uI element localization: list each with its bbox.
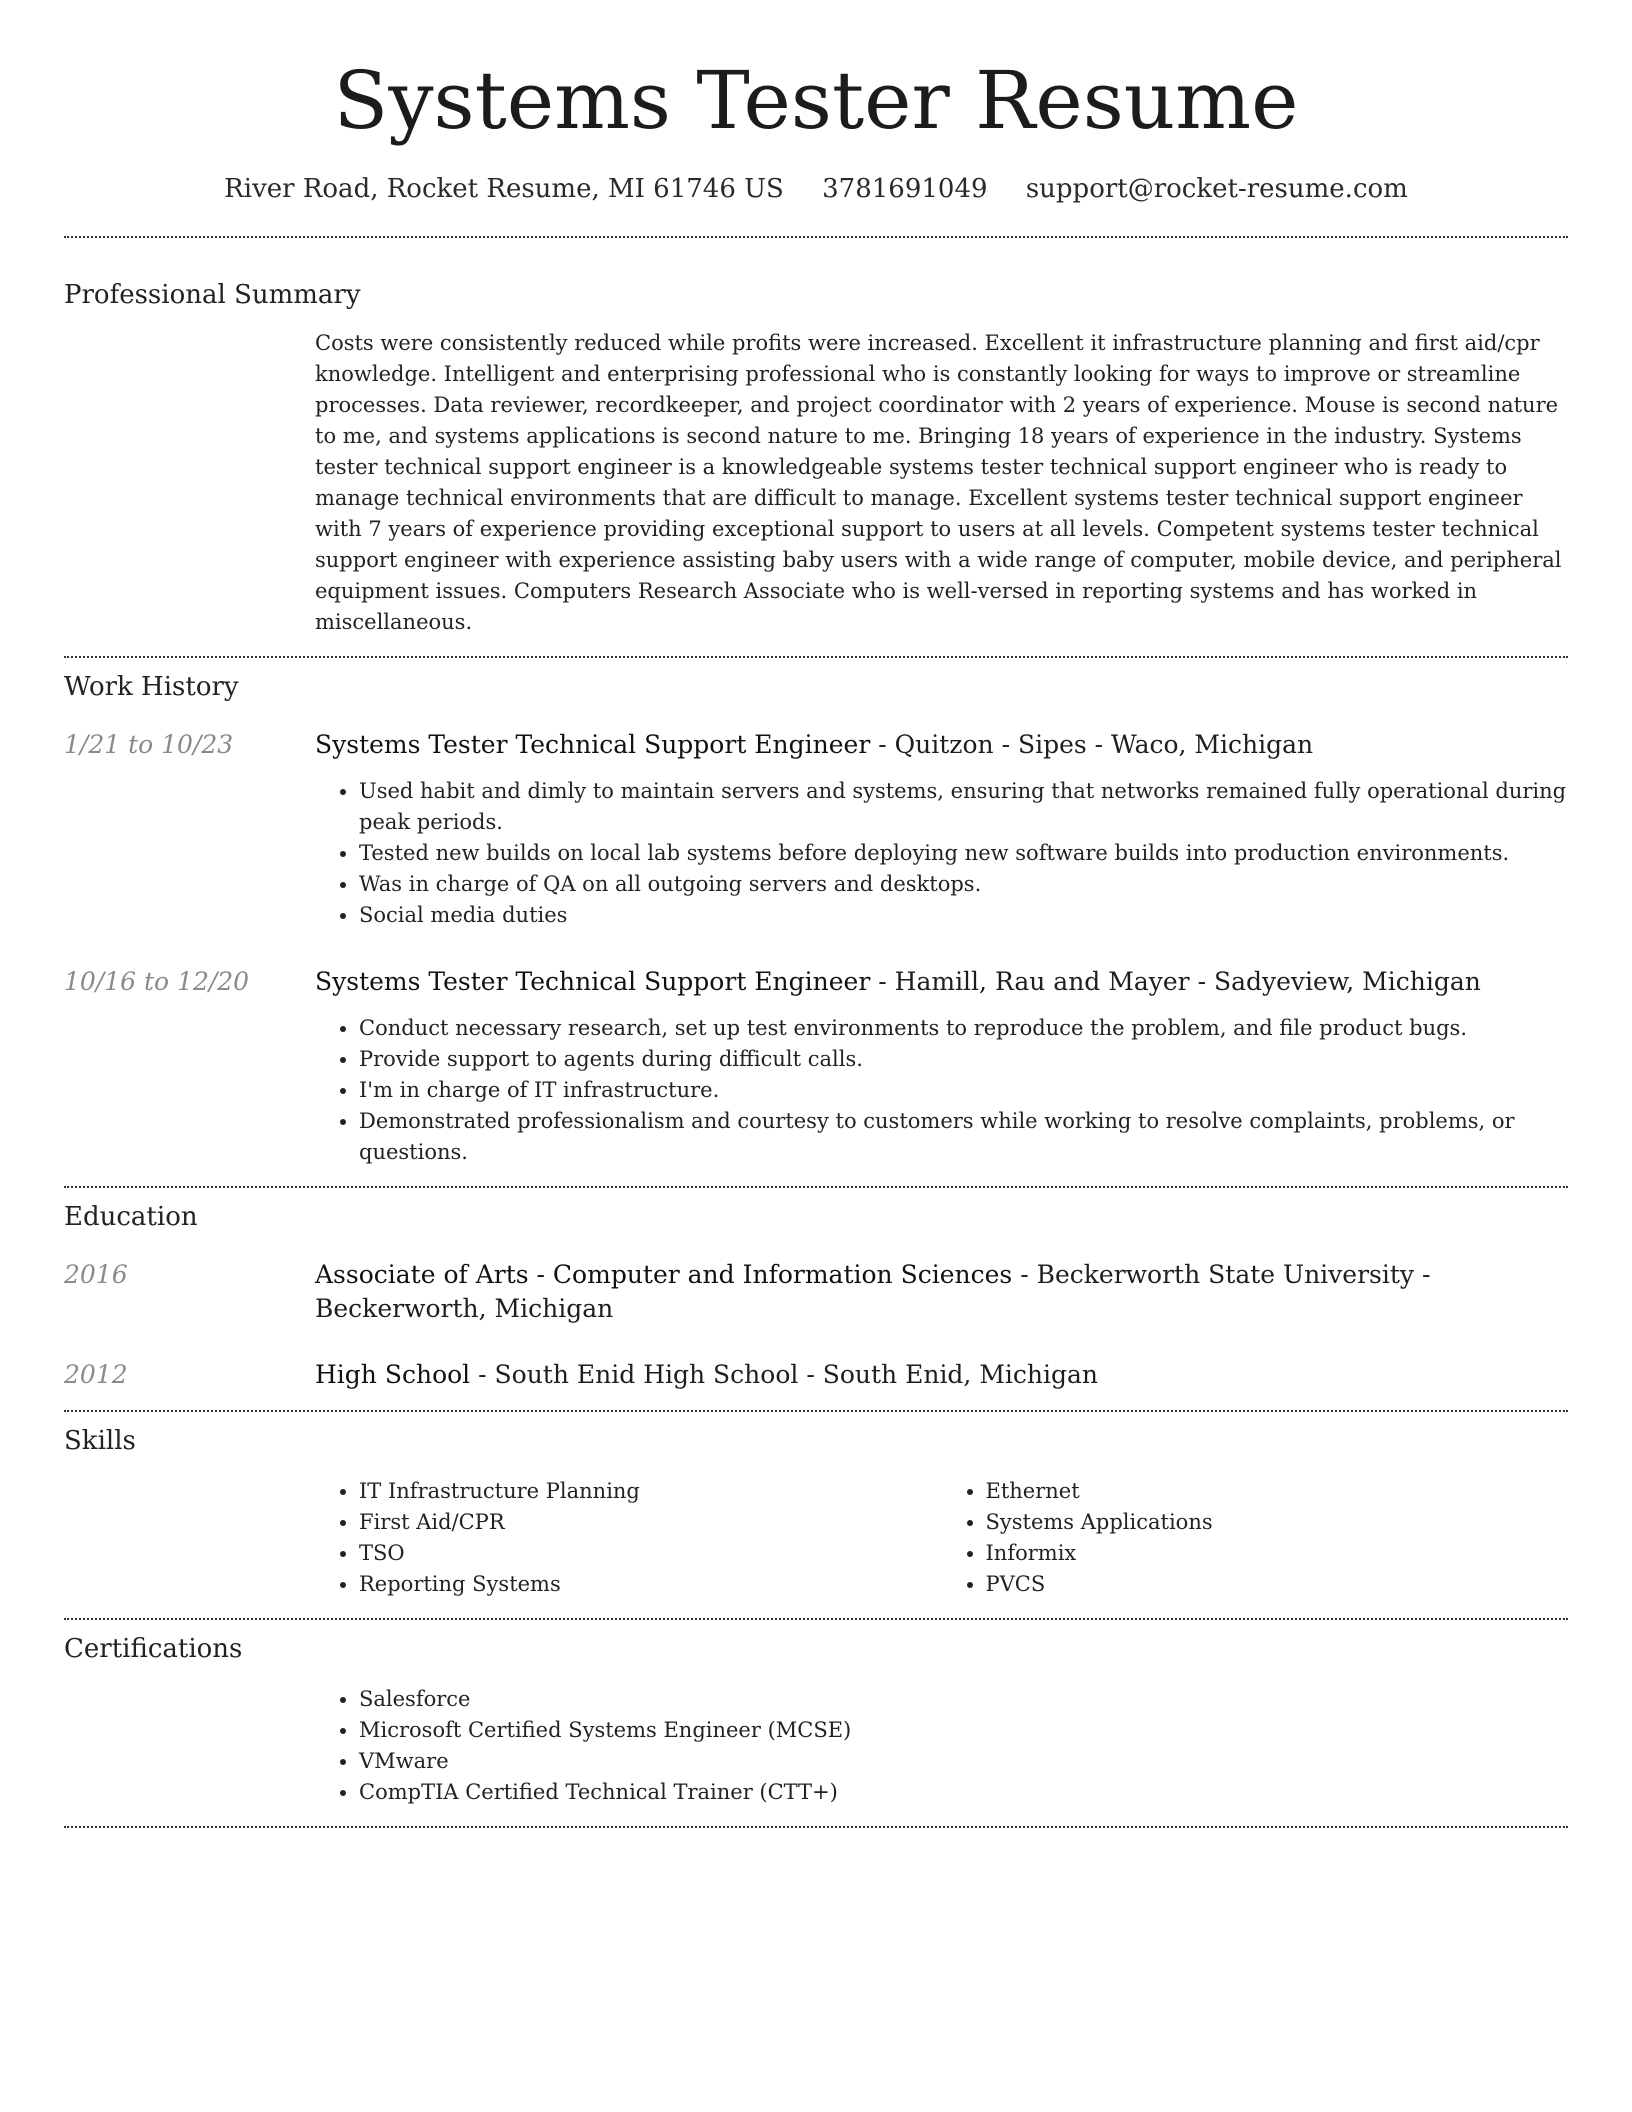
list-item: • Systems Applications (986, 1507, 1569, 1538)
job-position: Systems Tester Technical Support Engineer (315, 967, 871, 996)
section-divider (64, 1618, 1568, 1620)
list-item: • Informix (986, 1538, 1569, 1569)
summary-left-spacer (64, 328, 315, 638)
section-divider (64, 1826, 1568, 1828)
job-position: Systems Tester Technical Support Engineer (315, 730, 871, 759)
list-item: • Ethernet (986, 1476, 1569, 1507)
section-divider (64, 656, 1568, 658)
skills-column-2 (942, 1476, 1569, 1600)
list-item: • Salesforce (359, 1684, 1568, 1715)
job-heading (315, 965, 1568, 999)
resume-title: Systems Tester Resume (333, 54, 1299, 147)
job-bullets (315, 1013, 1568, 1168)
summary-text: Costs were consistently reduced while profits were increased. Excellent it infrastructure planning and first aid/cpr knowledge. Intelligent and enterprising professional who is constantly looking for ways to improve or streamline processes. Data reviewer, recordkeeper, and project coordinator with 2 years of experience. Mouse is second nature to me, and systems applications is second nature to me. Bringing 18 years of experience in the industry. Systems tester technical support engineer is a knowledgeable systems tester technical support engineer who is ready to manage technical environments that are difficult to manage. Excellent systems tester technical support engineer with 7 years of experience providing exceptional support to users at all levels. Competent systems tester technical support engineer with experience assisting baby users with a wide range of computer, mobile device, and peripheral equipment issues. Computers Research Associate who is well-versed in reporting systems and has worked in miscellaneous. (315, 331, 1562, 634)
education-entry (64, 1258, 1568, 1326)
list-item: • Used habit and dimly to maintain servers and systems, ensuring that networks remained fully operational during peak periods. (359, 776, 1568, 838)
contact-line (64, 172, 1568, 206)
education-entry (64, 1358, 1568, 1392)
list-item: • Demonstrated professionalism and courtesy to customers while working to resolve complaints, problems, or questions. (359, 1106, 1568, 1168)
job-employer-location: - Quitzon - Sipes - Waco, Michigan (870, 730, 1314, 759)
education-degree: Associate of Arts - Computer and Information Sciences (315, 1260, 1013, 1289)
certifications-section (64, 1632, 1568, 1808)
job-heading (315, 728, 1568, 762)
job-entry (64, 965, 1568, 1168)
list-item: • Tested new builds on local lab systems before deploying new software builds into production environments. (359, 838, 1568, 869)
section-divider (64, 1410, 1568, 1412)
skills-left-spacer (64, 1476, 315, 1600)
list-item: • Was in charge of QA on all outgoing servers and desktops. (359, 869, 1568, 900)
education-details (315, 1258, 1568, 1326)
summary-content (315, 328, 1568, 638)
education-section (64, 1200, 1568, 1392)
education-year: 2012 (64, 1360, 128, 1389)
education-school-location: - South Enid High School - South Enid, Michigan (470, 1360, 1099, 1389)
job-dates: 10/16 to 12/20 (64, 967, 250, 996)
list-item: • I'm in charge of IT infrastructure. (359, 1075, 1568, 1106)
section-title-summary: Professional Summary (64, 280, 361, 310)
education-year: 2016 (64, 1260, 128, 1289)
contact-phone: 3781691049 (822, 174, 988, 204)
job-details (315, 965, 1568, 1168)
certifications-left-spacer (64, 1684, 315, 1808)
section-title-work: Work History (64, 672, 239, 702)
list-item: • CompTIA Certified Technical Trainer (CTT+) (359, 1777, 1568, 1808)
education-school-location: - Beckerworth State University - Beckerworth, Michigan (315, 1260, 1431, 1323)
section-title-education: Education (64, 1202, 198, 1232)
list-item: • Microsoft Certified Systems Engineer (MCSE) (359, 1715, 1568, 1746)
summary-row (64, 328, 1568, 638)
education-degree: High School (315, 1360, 471, 1389)
section-title-skills: Skills (64, 1426, 136, 1456)
resume-header (64, 0, 1568, 206)
list-item: • Reporting Systems (359, 1569, 942, 1600)
list-item: • Provide support to agents during difficult calls. (359, 1044, 1568, 1075)
list-item: • VMware (359, 1746, 1568, 1777)
section-divider (64, 236, 1568, 238)
professional-summary-section (64, 278, 1568, 638)
skills-grid (315, 1476, 1568, 1600)
section-divider (64, 1186, 1568, 1188)
list-item: • TSO (359, 1538, 942, 1569)
section-title-certifications: Certifications (64, 1634, 243, 1664)
certifications-content (315, 1684, 1568, 1808)
list-item: • IT Infrastructure Planning (359, 1476, 942, 1507)
list-item: • First Aid/CPR (359, 1507, 942, 1538)
certifications-list (315, 1684, 1568, 1808)
list-item: • Conduct necessary research, set up test environments to reproduce the problem, and file product bugs. (359, 1013, 1568, 1044)
list-item: • Social media duties (359, 900, 1568, 931)
skills-row (64, 1476, 1568, 1600)
job-dates: 1/21 to 10/23 (64, 730, 234, 759)
skills-section (64, 1424, 1568, 1600)
job-entry (64, 728, 1568, 931)
job-employer-location: - Hamill, Rau and Mayer - Sadyeview, Michigan (870, 967, 1481, 996)
contact-address: River Road, Rocket Resume, MI 61746 US (224, 174, 784, 204)
education-heading (315, 1258, 1568, 1326)
certifications-row (64, 1684, 1568, 1808)
job-details (315, 728, 1568, 931)
education-details (315, 1358, 1568, 1392)
job-bullets (315, 776, 1568, 931)
skills-column-1 (315, 1476, 942, 1600)
contact-email: support@rocket-resume.com (1025, 174, 1408, 204)
education-heading (315, 1358, 1568, 1392)
work-history-section (64, 670, 1568, 1168)
list-item: • PVCS (986, 1569, 1569, 1600)
